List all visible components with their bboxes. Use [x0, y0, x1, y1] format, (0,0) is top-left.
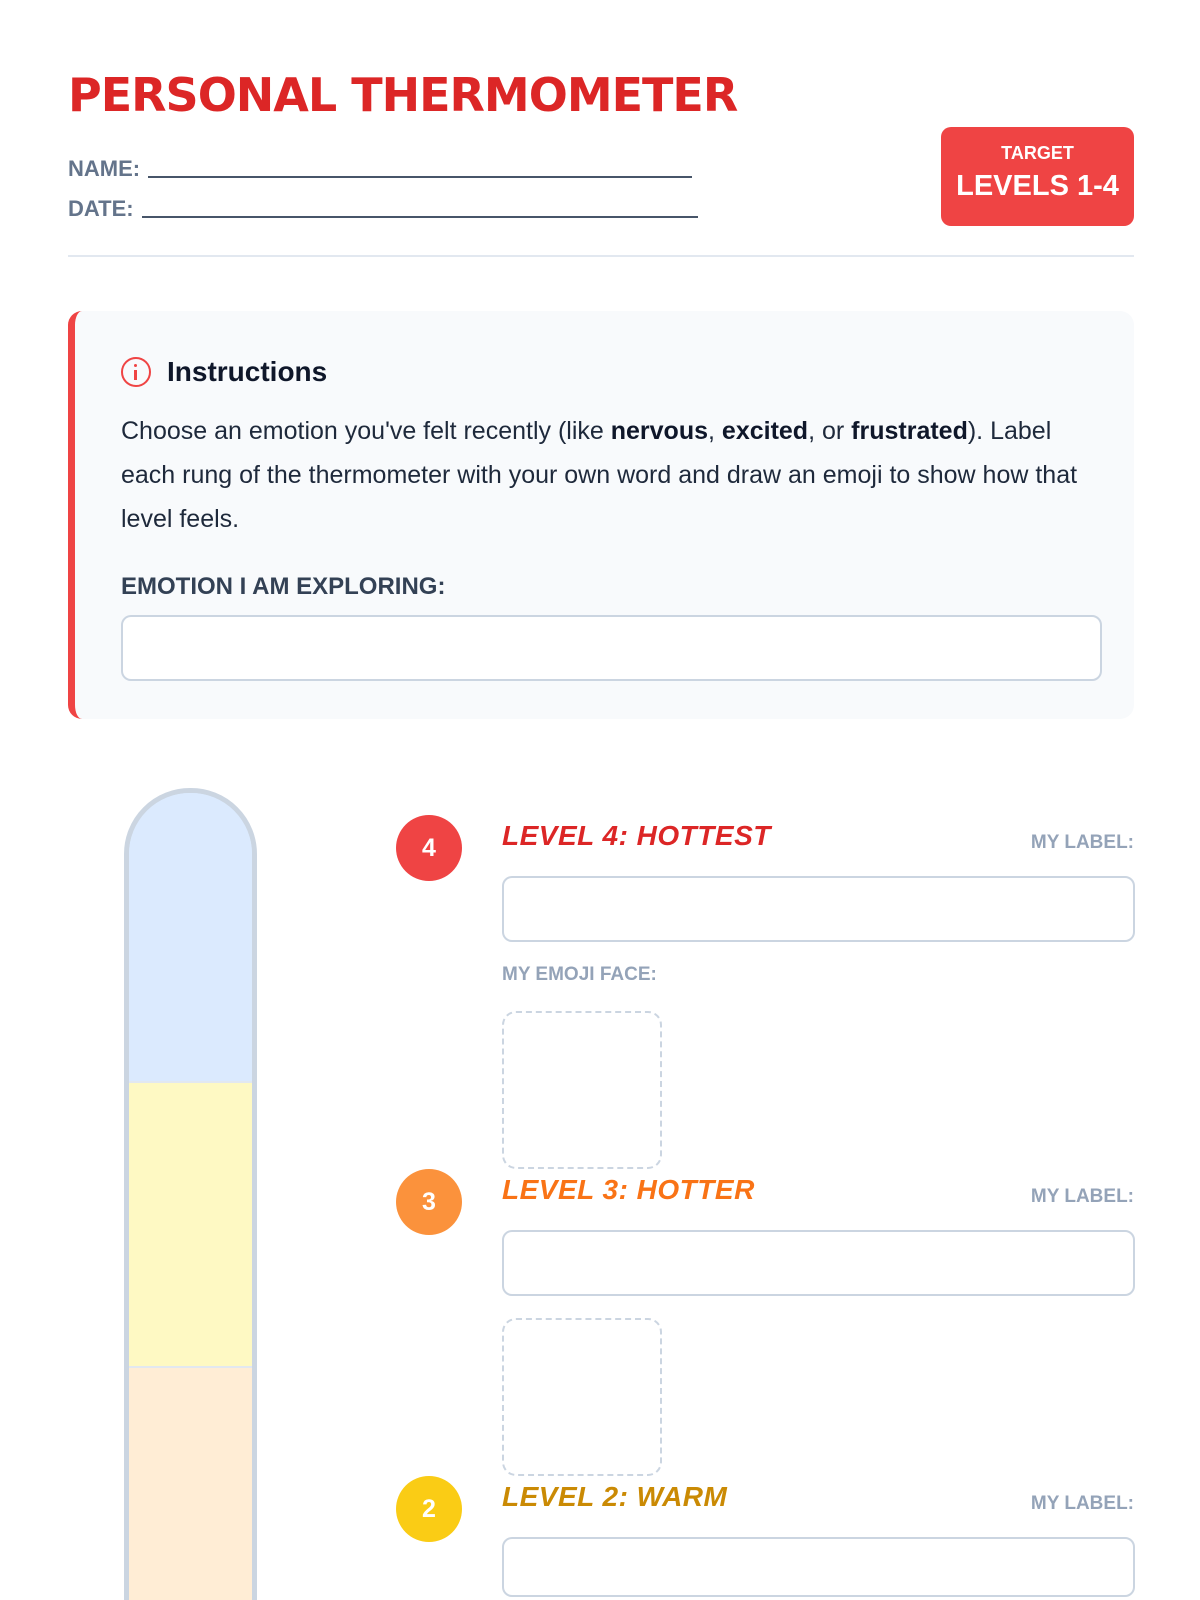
level-2-label-input[interactable] [502, 1537, 1135, 1597]
level-4-emoji-label: MY EMOJI FACE: [502, 964, 657, 985]
thermometer-segment-middle [129, 1081, 252, 1366]
instructions-header [121, 356, 327, 388]
instructions-text-part: ). Label each rung of the thermometer with your own word and draw an emoji to show how that level feels. [121, 417, 1078, 533]
thermometer-segment-top [129, 793, 252, 1081]
example-emotion-nervous: nervous [610, 417, 709, 445]
target-badge [941, 127, 1134, 226]
instructions-text-part: , or [808, 417, 852, 445]
level-4-label-input[interactable] [502, 876, 1135, 942]
thermometer-segment-bottom [129, 1366, 252, 1600]
level-3-emoji-box[interactable] [502, 1318, 662, 1476]
level-2-my-label: MY LABEL: [1030, 1493, 1134, 1514]
level-3-label-input[interactable] [502, 1230, 1135, 1296]
level-3-badge: 3 [396, 1169, 462, 1235]
instructions-title: Instructions [167, 356, 328, 387]
name-field [68, 156, 692, 182]
thermometer [124, 788, 257, 1600]
emotion-input[interactable] [121, 615, 1102, 681]
target-label: TARGET [1001, 143, 1074, 163]
level-2-title: LEVEL 2: WARM [502, 1481, 728, 1512]
level-4-badge: 4 [396, 815, 462, 881]
level-3-title: LEVEL 3: HOTTER [502, 1174, 755, 1205]
name-label: NAME: [68, 156, 141, 181]
level-4-title: LEVEL 4: HOTTEST [502, 820, 771, 851]
instructions-text-part: , [708, 417, 722, 445]
level-4-emoji-box[interactable] [502, 1011, 662, 1169]
name-line[interactable] [148, 176, 692, 178]
level-2-badge: 2 [396, 1476, 462, 1542]
instructions-text-part: Choose an emotion you've felt recently (like [121, 417, 611, 445]
level-3-my-label: MY LABEL: [1030, 1186, 1134, 1207]
page-title: PERSONAL THERMOMETER [68, 68, 738, 122]
date-field [68, 196, 698, 222]
date-label: DATE: [68, 196, 134, 221]
example-emotion-excited: excited [721, 417, 809, 445]
level-4-my-label: MY LABEL: [1030, 832, 1134, 853]
header-divider [68, 255, 1134, 257]
date-line[interactable] [142, 216, 698, 218]
info-icon [121, 357, 151, 387]
instructions-panel [68, 311, 1134, 719]
emotion-label: EMOTION I AM EXPLORING: [121, 573, 446, 600]
instructions-text [121, 409, 1111, 541]
target-value: LEVELS 1-4 [956, 170, 1119, 202]
example-emotion-frustrated: frustrated [851, 417, 968, 445]
